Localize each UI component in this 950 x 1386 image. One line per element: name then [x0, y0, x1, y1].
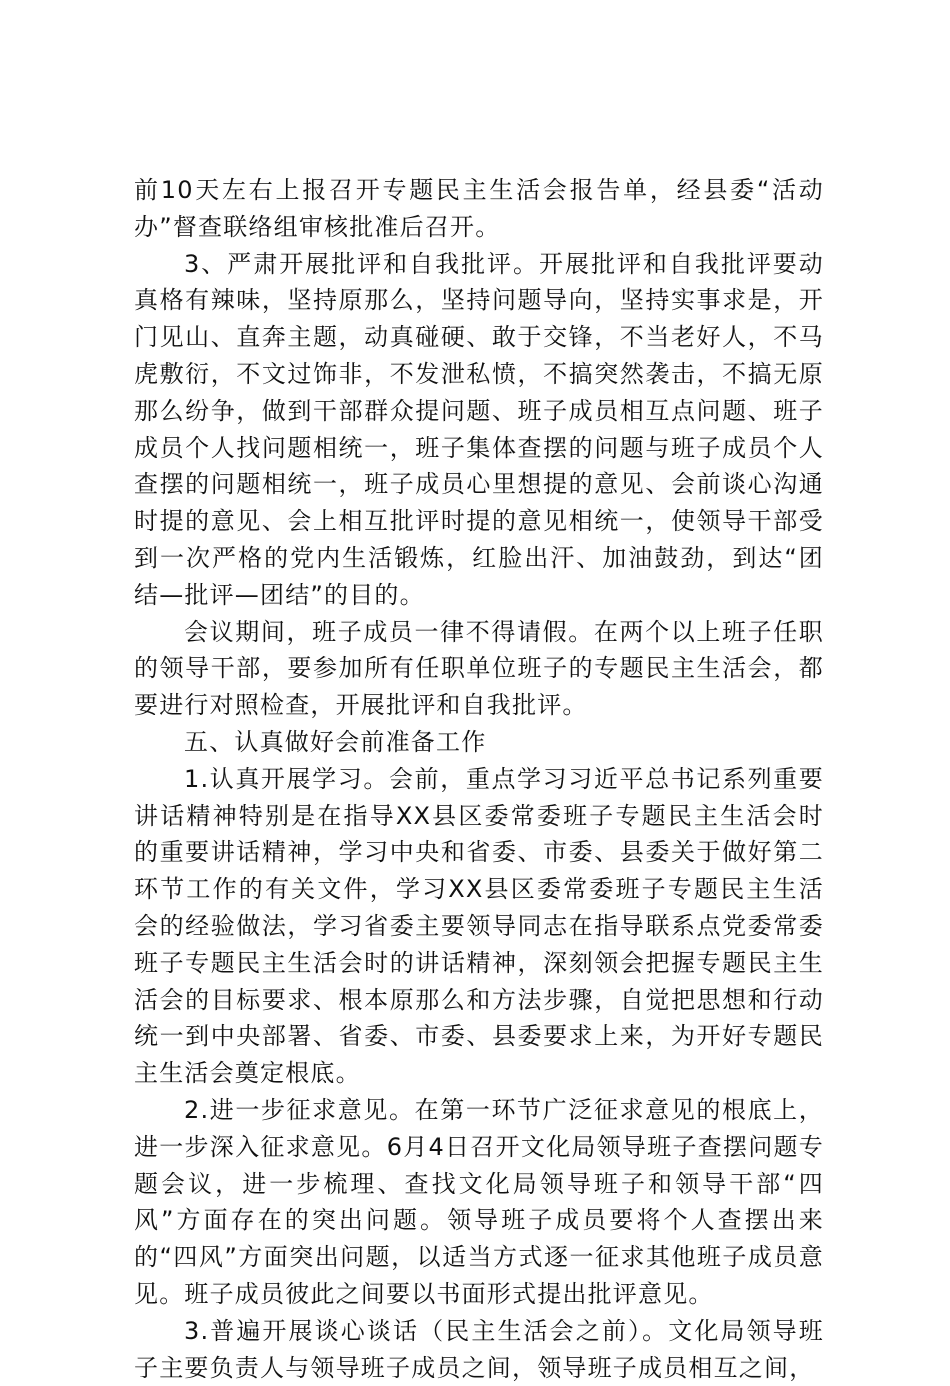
- paragraph: 1.认真开展学习。会前，重点学习习近平总书记系列重要讲话精神特别是在指导XX县区委常委班子专题民主生活会时的重要讲话精神，学习中央和省委、市委、县委关于做好第二环节工作的有关文件，学习XX县区委常委班子专题民主生活会的经验做法，学习省委主要领导同志在指导联系点党委常委班子专题民主生活会时的讲话精神，深刻领会把握专题民主生活会的目标要求、根本原那么和方法步骤，自觉把思想和行动统一到中央部署、省委、市委、县委要求上来，为开好专题民主生活会奠定根底。: [134, 764, 824, 1088]
- paragraph: 会议期间，班子成员一律不得请假。在两个以上班子任职的领导干部，要参加所有任职单位班子的专题民主生活会，都要进行对照检查，开展批评和自我批评。: [134, 617, 824, 720]
- paragraph: 2.进一步征求意见。在第一环节广泛征求意见的根底上，进一步深入征求意见。6月4日召开文化局领导班子查摆问题专题会议，进一步梳理、查找文化局领导班子和领导干部“四风”方面存在的突出问题。领导班子成员要将个人查摆出来的“四风”方面突出问题，以适当方式逐一征求其他班子成员意见。班子成员彼此之间要以书面形式提出批评意见。: [134, 1095, 824, 1308]
- paragraph: 3、严肃开展批评和自我批评。开展批评和自我批评要动真格有辣味，坚持原那么，坚持问题导向，坚持实事求是，开门见山、直奔主题，动真碰硬、敢于交锋，不当老好人，不马虎敷衍，不文过饰非，不发泄私愤，不搞突然袭击，不搞无原那么纷争，做到干部群众提问题、班子成员相互点问题、班子成员个人找问题相统一，班子集体查摆的问题与班子成员个人查摆的问题相统一，班子成员心里想提的意见、会前谈心沟通时提的意见、会上相互批评时提的意见相统一，使领导干部受到一次严格的党内生活锻炼，红脸出汗、加油鼓劲，到达“团结—批评—团结”的目的。: [134, 249, 824, 609]
- document-body: [134, 172, 824, 1386]
- paragraph: 3.普遍开展谈心谈话（民主生活会之前）。文化局领导班子主要负责人与领导班子成员之间，领导班子成员相互之间，: [134, 1316, 824, 1382]
- paragraph: 前10天左右上报召开专题民主生活会报告单，经县委“活动办”督查联络组审核批准后召开。: [134, 176, 824, 241]
- section-heading: 五、认真做好会前准备工作: [184, 727, 487, 756]
